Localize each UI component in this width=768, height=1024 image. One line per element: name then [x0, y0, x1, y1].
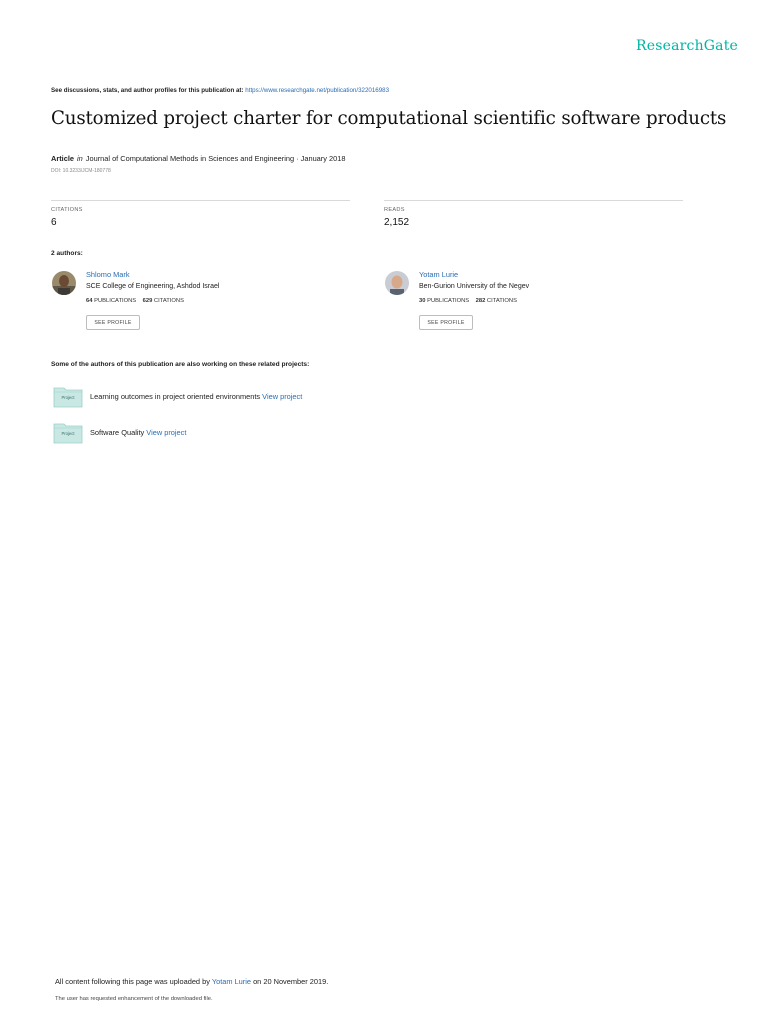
citations-label: CITATIONS: [51, 207, 83, 213]
author-stats: [419, 298, 517, 304]
author-avatar-yotam-lurie[interactable]: [385, 271, 409, 295]
see-profile-button[interactable]: SEE PROFILE: [419, 315, 473, 330]
author-publications-count: 64: [86, 298, 93, 304]
author-avatar-shlomo-mark[interactable]: [52, 271, 76, 295]
reads-label: READS: [384, 207, 405, 213]
publication-title: Customized project charter for computational scientific software products: [51, 108, 727, 129]
related-project-item: [90, 392, 302, 401]
project-icon-label: Project: [61, 395, 75, 400]
project-name: Learning outcomes in project oriented environments: [90, 392, 261, 401]
discussion-prefix: See discussions, stats, and author profiles for this publication at:: [51, 87, 244, 94]
author-publications-label: PUBLICATIONS: [427, 298, 470, 304]
author-name-link[interactable]: Shlomo Mark: [86, 270, 130, 279]
project-folder-icon[interactable]: [53, 386, 83, 408]
publication-type: Article: [51, 154, 75, 163]
publication-meta: [51, 154, 345, 163]
uploader-link[interactable]: Yotam Lurie: [211, 977, 251, 986]
project-folder-icon[interactable]: [53, 422, 83, 444]
upload-prefix: All content following this page was uploaded by: [55, 977, 210, 986]
related-projects-heading: Some of the authors of this publication are also working on these related projects:: [51, 361, 310, 368]
enhancement-note: The user has requested enhancement of the downloaded file.: [55, 996, 213, 1002]
upload-note: [55, 977, 328, 986]
in-word: in: [77, 154, 83, 163]
citations-divider: [51, 200, 350, 201]
publication-url-link[interactable]: https://www.researchgate.net/publication/322016983: [245, 87, 390, 94]
reads-divider: [384, 200, 683, 201]
author-citations-label: CITATIONS: [153, 298, 184, 304]
citations-value: 6: [51, 217, 57, 228]
view-project-link[interactable]: View project: [146, 428, 187, 437]
see-profile-button[interactable]: SEE PROFILE: [86, 315, 140, 330]
author-citations-count: 629: [142, 298, 153, 304]
publication-venue: Journal of Computational Methods in Sciences and Engineering · January 2018: [85, 154, 346, 163]
author-publications-count: 30: [419, 298, 426, 304]
author-stats: [86, 298, 184, 304]
project-name: Software Quality: [90, 428, 145, 437]
related-project-item: [90, 428, 186, 437]
authors-heading: 2 authors:: [51, 250, 83, 257]
researchgate-logo[interactable]: ResearchGate: [636, 38, 739, 54]
author-publications-label: PUBLICATIONS: [94, 298, 137, 304]
avatar-photo-icon: [385, 271, 409, 295]
discussion-line: [51, 87, 389, 94]
publication-doi: DOI: 10.3233/JCM-180778: [51, 168, 111, 174]
author-citations-label: CITATIONS: [486, 298, 517, 304]
author-institution: Ben-Gurion University of the Negev: [419, 283, 530, 290]
project-icon-label: Project: [61, 431, 75, 436]
author-name-link[interactable]: Yotam Lurie: [419, 270, 459, 279]
view-project-link[interactable]: View project: [262, 392, 303, 401]
reads-value: 2,152: [384, 217, 410, 228]
upload-suffix: on 20 November 2019.: [253, 977, 329, 986]
author-citations-count: 282: [475, 298, 486, 304]
author-institution: SCE College of Engineering, Ashdod Israel: [86, 283, 220, 290]
avatar-photo-icon: [52, 271, 76, 295]
